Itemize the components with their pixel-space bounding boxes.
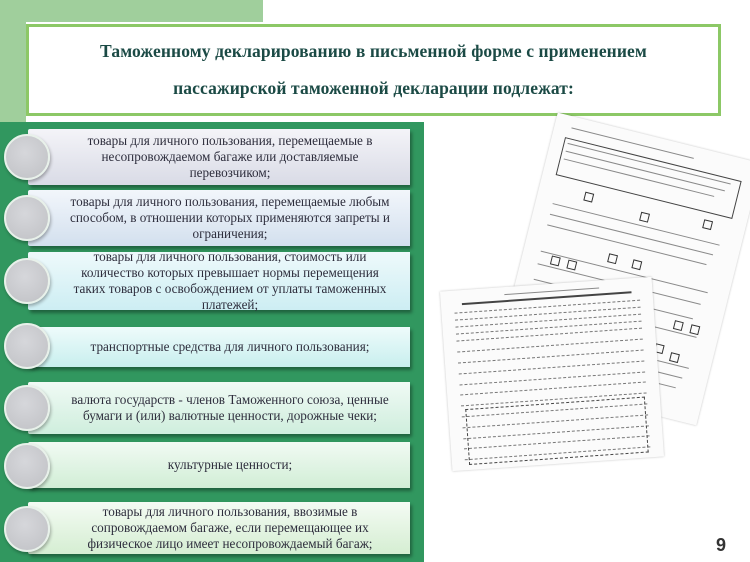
list-item-text: культурные ценности; xyxy=(28,442,410,488)
bullet-circle-icon xyxy=(4,195,50,241)
bullet-circle-icon xyxy=(4,323,50,369)
list-item xyxy=(0,127,424,187)
bullet-circle-icon xyxy=(4,134,50,180)
list-item xyxy=(0,249,424,319)
slide-title-box xyxy=(26,24,721,116)
page-number: 9 xyxy=(716,535,727,555)
decorative-green-bar-top xyxy=(0,0,263,22)
list-item xyxy=(0,499,424,559)
decorative-green-bar-left xyxy=(0,0,26,122)
list-item xyxy=(0,322,424,372)
list-item-text: товары для личного пользования, перемещаемые любым способом, в отношении которых применяются запреты и ограничения; xyxy=(28,190,410,246)
declaration-form-page-front xyxy=(440,277,664,471)
list-item xyxy=(0,440,424,498)
list-item xyxy=(0,380,424,438)
list-item-text: товары для личного пользования, ввозимые в сопровождаемом багаже, если перемещающее их физическое лицо имеет несопровождаемый багаж; xyxy=(28,502,410,554)
list-item-text: валюта государств - членов Таможенного союза, ценные бумаги и (или) валютные ценности, дорожные чеки; xyxy=(28,382,410,434)
bullet-circle-icon xyxy=(4,258,50,304)
bullet-circle-icon xyxy=(4,443,50,489)
list-item xyxy=(0,188,424,248)
bullet-circle-icon xyxy=(4,385,50,431)
list-item-text: товары для личного пользования, перемещаемые в несопровождаемом багаже или доставляемые перевозчиком; xyxy=(28,129,410,185)
bullet-circle-icon xyxy=(4,506,50,552)
slide-title-line-1: Таможенному декларированию в письменной форме с применением xyxy=(100,41,647,61)
slide-title-line-2: пассажирской таможенной декларации подлежат: xyxy=(173,78,574,98)
list-item-text: транспортные средства для личного пользования; xyxy=(28,327,410,367)
declaration-form-images xyxy=(432,124,750,454)
items-panel xyxy=(0,122,424,562)
list-item-text: товары для личного пользования, стоимость или количество которых превышает нормы перемещения таких товаров с освобождением от уплаты таможенных платежей; xyxy=(28,252,410,310)
